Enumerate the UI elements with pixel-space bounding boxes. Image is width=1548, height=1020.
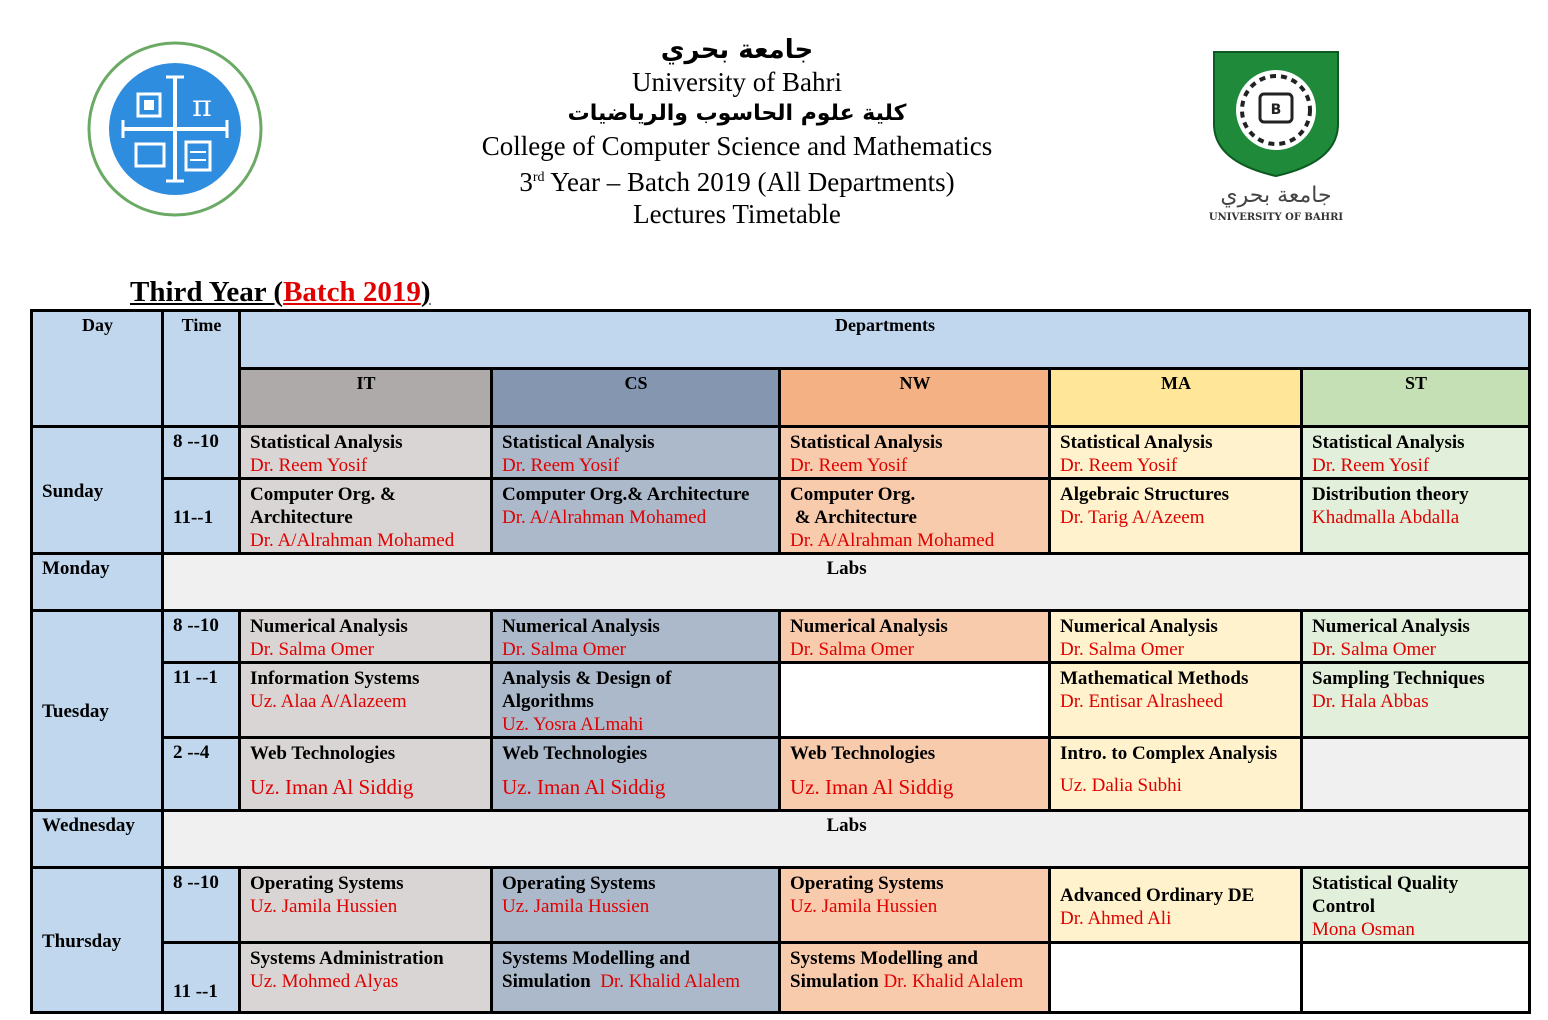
time-slot: 11 --1 <box>163 663 240 738</box>
lecture-cell: Systems Modelling and Simulation Dr. Khalid Alalem <box>780 943 1050 1013</box>
empty-cell <box>1050 943 1302 1013</box>
lecture-cell: Numerical Analysis Dr. Salma Omer <box>1050 611 1302 663</box>
arabic-university-name: جامعة بحري <box>660 35 814 65</box>
time-slot: 11--1 <box>163 479 240 554</box>
dept-it-header: IT <box>240 369 492 427</box>
section-title: Third Year (Batch 2019) <box>130 276 431 308</box>
lecture-cell: Distribution theory Khadmalla Abdalla <box>1302 479 1530 554</box>
labs-row: Labs <box>163 554 1530 611</box>
header-day: Day <box>32 311 163 427</box>
university-logo <box>1188 44 1364 224</box>
lecture-cell: Advanced Ordinary DE Dr. Ahmed Ali <box>1050 868 1302 943</box>
time-slot: 8 --10 <box>163 427 240 479</box>
empty-cell <box>1302 738 1530 811</box>
lecture-cell: Operating Systems Uz. Jamila Hussien <box>240 868 492 943</box>
day-thursday: Thursday <box>32 868 163 1013</box>
year-batch-line: 3rd Year – Batch 2019 (All Departments) <box>519 167 955 197</box>
labs-row: Labs <box>163 811 1530 868</box>
lecture-cell: Numerical Analysis Dr. Salma Omer <box>240 611 492 663</box>
lecture-cell: Statistical Analysis Dr. Reem Yosif <box>780 427 1050 479</box>
time-slot: 8 --10 <box>163 868 240 943</box>
dept-ma-header: MA <box>1050 369 1302 427</box>
lecture-cell: Sampling Techniques Dr. Hala Abbas <box>1302 663 1530 738</box>
time-slot: 11 --1 <box>163 943 240 1013</box>
day-monday: Monday <box>32 554 163 611</box>
lecture-cell: Algebraic Structures Dr. Tarig A/Azeem <box>1050 479 1302 554</box>
day-sunday: Sunday <box>32 427 163 554</box>
lecture-cell: Computer Org.& Architecture Dr. A/Alrahman Mohamed <box>492 479 780 554</box>
university-name: University of Bahri <box>632 67 842 97</box>
header-time: Time <box>163 311 240 427</box>
day-tuesday: Tuesday <box>32 611 163 811</box>
svg-text:B: B <box>1270 102 1282 118</box>
svg-text:π: π <box>192 89 212 124</box>
document-header <box>430 34 1044 230</box>
time-slot: 2 --4 <box>163 738 240 811</box>
lecture-cell: Statistical Quality Control Mona Osman <box>1302 868 1530 943</box>
time-slot: 8 --10 <box>163 611 240 663</box>
day-wednesday: Wednesday <box>32 811 163 868</box>
lecture-cell: Systems Administration Uz. Mohmed Alyas <box>240 943 492 1013</box>
dept-st-header: ST <box>1302 369 1530 427</box>
dept-cs-header: CS <box>492 369 780 427</box>
document-subtitle: Lectures Timetable <box>633 199 841 229</box>
lecture-cell: Analysis & Design of Algorithms Uz. Yosra ALmahi <box>492 663 780 738</box>
lecture-cell: Mathematical Methods Dr. Entisar Alrasheed <box>1050 663 1302 738</box>
lecture-cell: Statistical Analysis Dr. Reem Yosif <box>492 427 780 479</box>
lecture-cell: Numerical Analysis Dr. Salma Omer <box>1302 611 1530 663</box>
lecture-cell: Systems Modelling and Simulation Dr. Khalid Alalem <box>492 943 780 1013</box>
college-name: College of Computer Science and Mathematics <box>481 131 993 161</box>
arabic-college-name: كلية علوم الحاسوب والرياضيات <box>567 101 907 126</box>
lecture-cell: Statistical Analysis Dr. Reem Yosif <box>1302 427 1530 479</box>
lecture-cell: Operating Systems Uz. Jamila Hussien <box>780 868 1050 943</box>
lecture-cell: Web Technologies Uz. Iman Al Siddig <box>240 738 492 811</box>
dept-nw-header: NW <box>780 369 1050 427</box>
lecture-cell: Statistical Analysis Dr. Reem Yosif <box>1050 427 1302 479</box>
timetable <box>30 309 1531 1014</box>
empty-cell <box>780 663 1050 738</box>
college-logo <box>86 40 264 218</box>
lecture-cell: Operating Systems Uz. Jamila Hussien <box>492 868 780 943</box>
lecture-cell: Intro. to Complex Analysis Uz. Dalia Subhi <box>1050 738 1302 811</box>
lecture-cell: Computer Org. & Architecture Dr. A/Alrahman Mohamed <box>780 479 1050 554</box>
lecture-cell: Computer Org. & Architecture Dr. A/Alrahman Mohamed <box>240 479 492 554</box>
svg-text:جامعة بحري: جامعة بحري <box>1220 183 1332 208</box>
lecture-cell: Information Systems Uz. Alaa A/Alazeem <box>240 663 492 738</box>
lecture-cell: Web Technologies Uz. Iman Al Siddig <box>780 738 1050 811</box>
empty-cell <box>1302 943 1530 1013</box>
lecture-cell: Statistical Analysis Dr. Reem Yosif <box>240 427 492 479</box>
lecture-cell: Numerical Analysis Dr. Salma Omer <box>780 611 1050 663</box>
lecture-cell: Numerical Analysis Dr. Salma Omer <box>492 611 780 663</box>
lecture-cell: Web Technologies Uz. Iman Al Siddig <box>492 738 780 811</box>
header-departments: Departments <box>240 311 1530 369</box>
svg-text:UNIVERSITY OF BAHRI: UNIVERSITY OF BAHRI <box>1208 212 1344 223</box>
